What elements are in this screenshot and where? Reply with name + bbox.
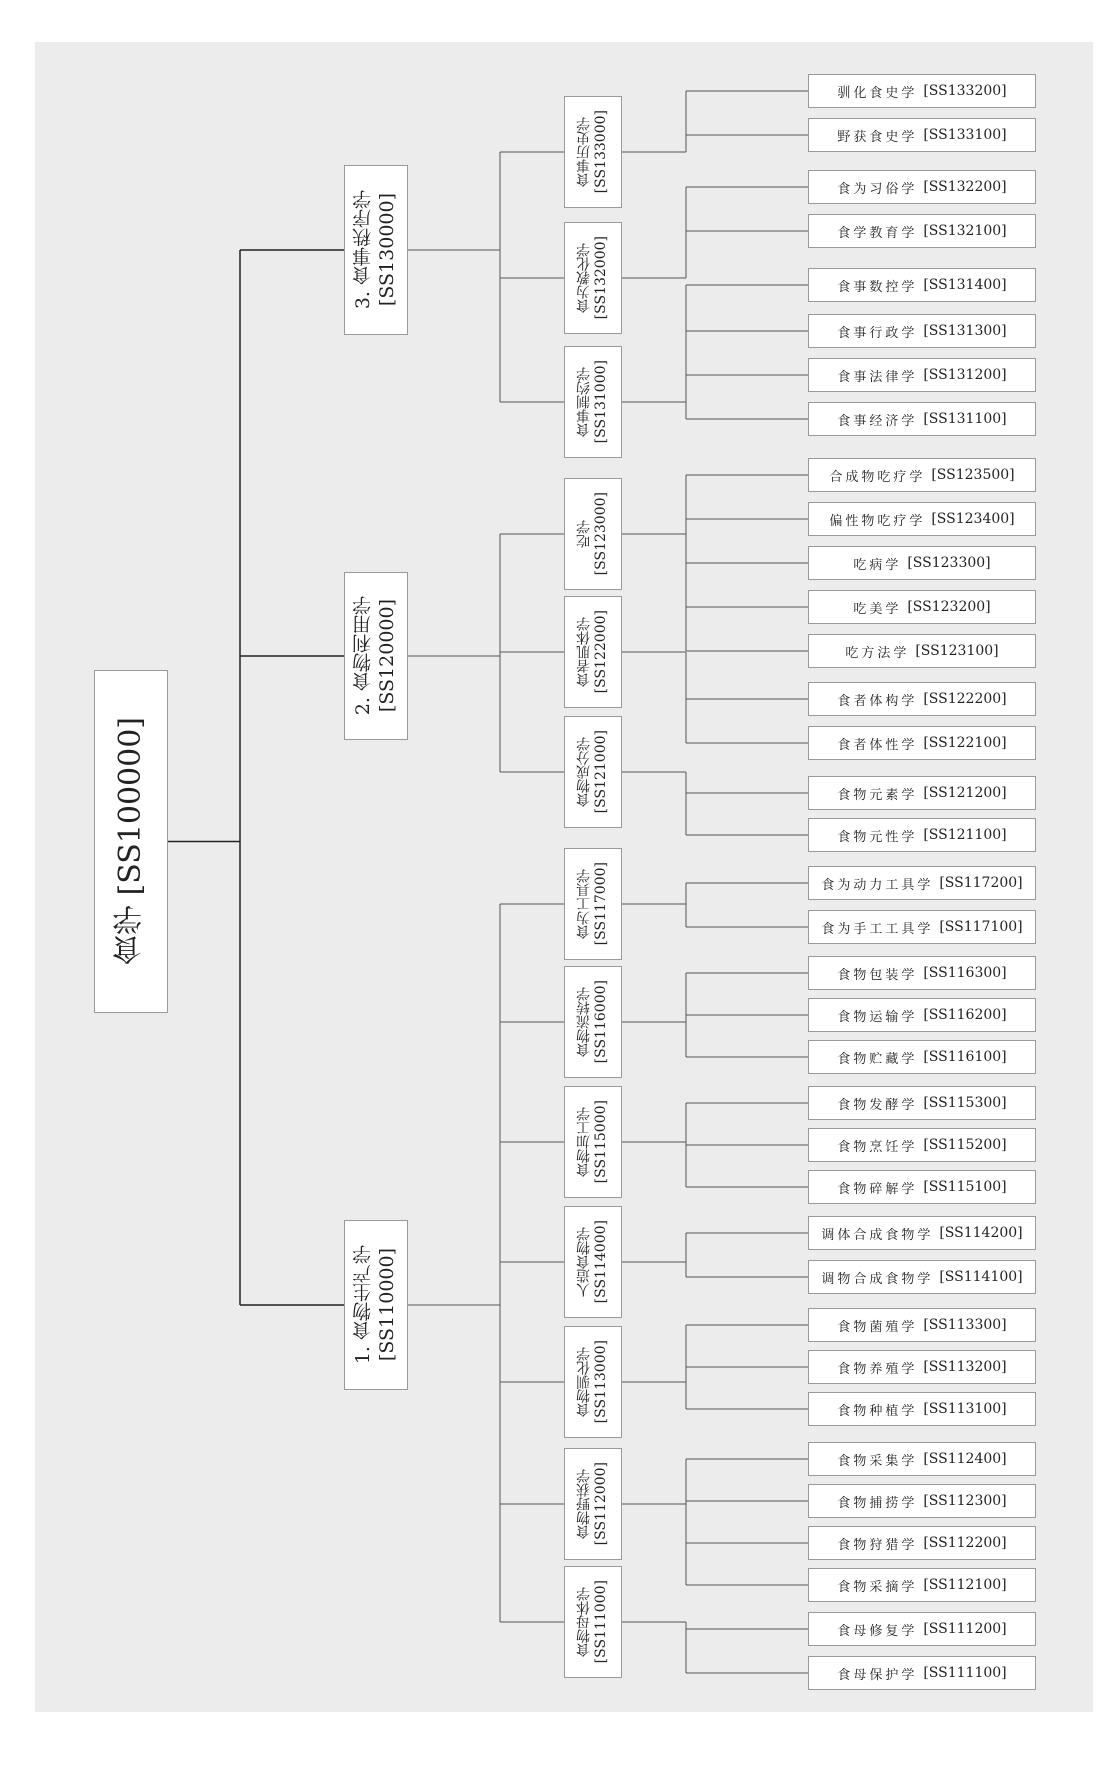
leaf-node (808, 866, 1036, 900)
leaf-code: [SS113200] (923, 1359, 1007, 1375)
leaf-name: 食事法律学 (837, 369, 918, 385)
subfield-name: 食物加工学 (575, 1107, 592, 1177)
leaf-name: 食母保护学 (837, 1667, 918, 1683)
subfield-code: [SS112000] (593, 1462, 609, 1546)
root-label (112, 717, 150, 965)
branch-node-2 (344, 572, 408, 740)
leaf-code: [SS112100] (923, 1577, 1007, 1593)
leaf-name: 食物元性学 (837, 829, 918, 845)
leaf-code: [SS133100] (923, 127, 1007, 143)
leaf-node (808, 910, 1036, 944)
leaf-node (808, 1484, 1036, 1518)
leaf-name: 食物贮藏学 (837, 1051, 918, 1067)
leaf-node (808, 546, 1036, 580)
leaf-node (808, 1656, 1036, 1690)
leaf-node (808, 268, 1036, 302)
subfield-code: [SS114000] (593, 1220, 609, 1304)
leaf-node (808, 634, 1036, 668)
leaf-code: [SS131200] (923, 367, 1007, 383)
leaf-name: 食事数控学 (837, 279, 918, 295)
subfield-node (564, 716, 622, 828)
leaf-node (808, 1260, 1036, 1294)
leaf-name: 食者体性学 (837, 737, 918, 753)
leaf-name: 合成物吃疗学 (829, 469, 926, 485)
leaf-name: 食学教育学 (837, 225, 918, 241)
leaf-code: [SS111100] (923, 1665, 1007, 1681)
leaf-name: 食为动力工具学 (821, 877, 934, 893)
leaf-name: 食物包装学 (837, 967, 918, 983)
subfield-node (564, 1086, 622, 1198)
leaf-node (808, 358, 1036, 392)
leaf-name: 食母修复学 (837, 1623, 918, 1639)
subfield-code: [SS121000] (593, 730, 609, 814)
subfield-name: 食物驯化学 (575, 1347, 592, 1417)
subfield-node (564, 596, 622, 708)
leaf-name: 食事经济学 (837, 413, 918, 429)
root-name: 食学 (113, 905, 149, 966)
leaf-name: 食物捕捞学 (837, 1495, 918, 1511)
leaf-node (808, 1128, 1036, 1162)
subfield-code: [SS116000] (593, 980, 609, 1064)
leaf-code: [SS115200] (923, 1137, 1007, 1153)
subfield-name: 食物母体学 (575, 1587, 592, 1657)
subfield-node (564, 222, 622, 334)
leaf-name: 驯化食史学 (837, 85, 918, 101)
leaf-name: 食物碎解学 (837, 1181, 918, 1197)
branch-node-1 (344, 1220, 408, 1390)
branch-code: [SS110000] (376, 1248, 398, 1362)
leaf-code: [SS131100] (923, 411, 1007, 427)
leaf-code: [SS123500] (931, 467, 1015, 483)
leaf-code: [SS132100] (923, 223, 1007, 239)
leaf-node (808, 1308, 1036, 1342)
leaf-name: 食物养殖学 (837, 1361, 918, 1377)
branch-node-3 (344, 165, 408, 335)
leaf-code: [SS111200] (923, 1621, 1007, 1637)
leaf-name: 调体合成食物学 (821, 1227, 934, 1243)
leaf-node (808, 590, 1036, 624)
leaf-code: [SS115100] (923, 1179, 1007, 1195)
subfield-node (564, 1206, 622, 1318)
leaf-code: [SS114100] (939, 1269, 1023, 1285)
leaf-node (808, 1612, 1036, 1646)
subfield-code: [SS133000] (593, 110, 609, 194)
leaf-node (808, 1392, 1036, 1426)
leaf-node (808, 1568, 1036, 1602)
leaf-node (808, 1350, 1036, 1384)
branch-label: 1. 食物生产学 (352, 1245, 375, 1365)
leaf-code: [SS113100] (923, 1401, 1007, 1417)
leaf-node (808, 776, 1036, 810)
subfield-node (564, 1566, 622, 1678)
leaf-node (808, 726, 1036, 760)
subfield-name: 食为工具学 (575, 869, 592, 939)
leaf-name: 野获食史学 (837, 129, 918, 145)
leaf-name: 食为手工工具学 (821, 921, 934, 937)
leaf-node (808, 1170, 1036, 1204)
subfield-node (564, 1326, 622, 1438)
leaf-name: 食物种植学 (837, 1403, 918, 1419)
leaf-code: [SS121100] (923, 827, 1007, 843)
leaf-node (808, 170, 1036, 204)
leaf-code: [SS123400] (931, 511, 1015, 527)
branch-code: [SS130000] (376, 193, 398, 307)
leaf-code: [SS123200] (907, 599, 991, 615)
subfield-name: 人造食物学 (575, 1227, 592, 1297)
subfield-name: 食事制约学 (575, 367, 592, 437)
subfield-code: [SS123000] (593, 492, 609, 576)
subfield-name: 食物流转学 (575, 987, 592, 1057)
leaf-name: 吃病学 (853, 557, 902, 573)
leaf-node (808, 1086, 1036, 1120)
leaf-code: [SS123300] (907, 555, 991, 571)
branch-label: 3. 食事秩序学 (352, 190, 375, 310)
subfield-code: [SS122000] (593, 610, 609, 694)
subfield-code: [SS113000] (593, 1340, 609, 1424)
subfield-name: 食事历史学 (575, 117, 592, 187)
subfield-code: [SS132000] (593, 236, 609, 320)
leaf-node (808, 1526, 1036, 1560)
subfield-node (564, 966, 622, 1078)
leaf-node (808, 956, 1036, 990)
leaf-node (808, 818, 1036, 852)
subfield-name: 食为教化学 (575, 243, 592, 313)
leaf-name: 食者体构学 (837, 693, 918, 709)
root-node (94, 670, 168, 1013)
leaf-node (808, 682, 1036, 716)
leaf-name: 食物烹饪学 (837, 1139, 918, 1155)
leaf-name: 食物采集学 (837, 1453, 918, 1469)
leaf-code: [SS112300] (923, 1493, 1007, 1509)
leaf-code: [SS116100] (923, 1049, 1007, 1065)
leaf-node (808, 1040, 1036, 1074)
leaf-name: 调物合成食物学 (821, 1271, 934, 1287)
leaf-node (808, 1442, 1036, 1476)
leaf-name: 食物狩猎学 (837, 1537, 918, 1553)
subfield-node (564, 478, 622, 590)
leaf-name: 食事行政学 (837, 325, 918, 341)
leaf-node (808, 118, 1036, 152)
branch-label: 2. 食物利用学 (352, 596, 375, 716)
leaf-node (808, 74, 1036, 108)
branch-code: [SS120000] (376, 599, 398, 713)
leaf-name: 食物发酵学 (837, 1097, 918, 1113)
leaf-name: 食物运输学 (837, 1009, 918, 1025)
leaf-node (808, 502, 1036, 536)
leaf-code: [SS117200] (939, 875, 1023, 891)
leaf-code: [SS122100] (923, 735, 1007, 751)
leaf-name: 偏性物吃疗学 (829, 513, 926, 529)
leaf-node (808, 402, 1036, 436)
subfield-name: 食物成分学 (575, 737, 592, 807)
leaf-code: [SS122200] (923, 691, 1007, 707)
subfield-code: [SS117000] (593, 862, 609, 946)
leaf-code: [SS116200] (923, 1007, 1007, 1023)
subfield-code: [SS115000] (593, 1100, 609, 1184)
leaf-code: [SS123100] (915, 643, 999, 659)
subfield-node (564, 848, 622, 960)
leaf-name: 食物采摘学 (837, 1579, 918, 1595)
leaf-code: [SS133200] (923, 83, 1007, 99)
subfield-code: [SS111000] (593, 1580, 609, 1664)
subfield-node (564, 1448, 622, 1560)
leaf-code: [SS131300] (923, 323, 1007, 339)
leaf-name: 吃美学 (853, 601, 902, 617)
leaf-name: 吃方法学 (845, 645, 910, 661)
root-code: [SS100000] (113, 717, 149, 896)
leaf-node (808, 1216, 1036, 1250)
leaf-code: [SS132200] (923, 179, 1007, 195)
leaf-name: 食为习俗学 (837, 181, 918, 197)
leaf-name: 食物元素学 (837, 787, 918, 803)
leaf-code: [SS116300] (923, 965, 1007, 981)
leaf-code: [SS117100] (939, 919, 1023, 935)
leaf-code: [SS121200] (923, 785, 1007, 801)
leaf-code: [SS115300] (923, 1095, 1007, 1111)
subfield-name: 吃学 (575, 520, 592, 548)
leaf-code: [SS112400] (923, 1451, 1007, 1467)
leaf-name: 食物菌殖学 (837, 1319, 918, 1335)
leaf-code: [SS112200] (923, 1535, 1007, 1551)
subfield-name: 食者肌体学 (575, 617, 592, 687)
leaf-node (808, 458, 1036, 492)
leaf-node (808, 998, 1036, 1032)
subfield-node (564, 96, 622, 208)
leaf-code: [SS113300] (923, 1317, 1007, 1333)
subfield-name: 食物野获学 (575, 1469, 592, 1539)
leaf-code: [SS131400] (923, 277, 1007, 293)
leaf-code: [SS114200] (939, 1225, 1023, 1241)
subfield-node (564, 346, 622, 458)
leaf-node (808, 314, 1036, 348)
leaf-node (808, 214, 1036, 248)
subfield-code: [SS131000] (593, 360, 609, 444)
